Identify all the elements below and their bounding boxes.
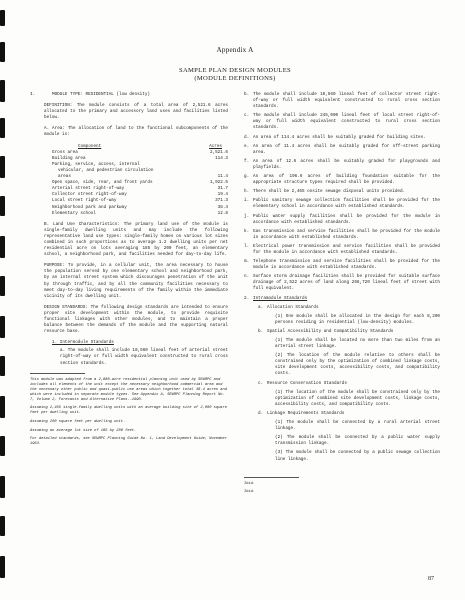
area-paragraph: A. Area: The allocation of land to the functional subcomponents of the module is: (44, 126, 228, 138)
list-item (244, 144, 440, 156)
row-value: 114.3 (215, 155, 228, 161)
row-value: 12.8 (217, 210, 228, 216)
definition-paragraph: DEFINITION: The module consists of a total area of 2,521.6 acres allocated to the primary and accessory land uses and facilities listed below. (44, 103, 228, 121)
section-label: MODULE TYPE: RESIDENTIAL (low density) (52, 92, 150, 97)
row-label: Collector street right-of-way (52, 192, 127, 198)
heading-number: 2. (244, 295, 250, 301)
document-title: SAMPLE PLAN DESIGN MODULES (178, 67, 292, 74)
item-letter: i. (244, 198, 250, 204)
subsection-item (244, 329, 440, 335)
item-text: Public sanitary sewage collection facilities shall be provided for the elementary school in accordance with established standards. (253, 198, 440, 210)
list-item (244, 244, 440, 256)
item-text: Gas transmission and service facilities shall be provided for the module in accordance with established standards. (253, 228, 440, 240)
binder-hole-mark (0, 516, 5, 536)
row-value: 11.4 (217, 174, 228, 180)
item-letter (266, 435, 275, 447)
item-letter: m. (244, 259, 250, 265)
binder-hole-mark (0, 42, 5, 62)
item-text: The module shall include 10,560 lineal feet of collector street right-of-way or full width equivalent constructed to rural cross section standards. (253, 92, 440, 110)
appendix-heading: Appendix A (216, 46, 254, 54)
subsection-item (244, 314, 440, 326)
subsection-item (244, 305, 440, 311)
footnote: For detailed standards, see SEWRPC Planning Guide No. 1, Land Development Guide, November 1963. (30, 437, 227, 447)
document-subtitle: (MODULE DEFINITIONS) (194, 75, 276, 82)
binder-hole-mark (0, 436, 5, 456)
purpose-paragraph: PURPOSE: To provide, in a cellular unit, the area necessary to house the population served by one elementary school and neighborhood park, by an internal street system which discourages penetration of the unit by through traffic, and by all the community facilities necessary to meet day-to-day living requirements of the family within the immediate vicinity of its dwelling unit. (44, 263, 228, 299)
binder-hole-mark (0, 80, 5, 102)
item-text: An area of 11.4 acres shall be suitably graded for off-street parking area. (253, 143, 440, 155)
item-letter (266, 314, 275, 326)
list-item (244, 174, 440, 186)
row-label: Elementary school (52, 210, 96, 216)
binder-hole-mark (0, 476, 5, 498)
subsection-item (244, 435, 440, 447)
footnote-divider (30, 373, 85, 374)
item-text: There shall be 2,465 onsite sewage disposal units provided. (253, 189, 406, 195)
intermodule-heading: 1. Intermodule Standards (52, 340, 114, 346)
item-text: An area of 196.6 acres of building foundation suitable for the appropriate structure types required shall be provided. (253, 174, 440, 186)
row-value: 38.4 (217, 204, 228, 210)
subsection-item (244, 381, 440, 387)
footnote: Assuming an average lot size of 185 by 200 feet. (30, 428, 137, 433)
component-header: Component (78, 143, 102, 149)
binder-hole-mark (0, 156, 5, 178)
item-letter: a. (258, 304, 264, 310)
item-text: Electrical power transmission and service facilities shall be provided for the module in accordance with established standards. (253, 243, 440, 255)
binder-hole-mark (0, 118, 5, 138)
row-label: Building area (52, 155, 86, 161)
item-letter (266, 353, 275, 377)
footnote-divider (244, 477, 299, 478)
right-column (244, 92, 440, 497)
item-text: (3) The module shall be connected by a public sewage collection line linkage. (275, 450, 440, 462)
list-item (244, 135, 440, 141)
item-text: Public water supply facilities shall be provided for the module in accordance with established standards. (253, 213, 440, 225)
item-letter: k. (244, 228, 250, 234)
list-item (244, 274, 440, 292)
footnote: Ibid. (244, 481, 256, 486)
row-label: Parking, service, access, internal (52, 161, 140, 167)
list-item (244, 159, 440, 171)
item-letter: c. (258, 380, 264, 386)
item-text: The module shall include 245,000 lineal feet of local street right-of-way or full width equivalent constructed to rural cross section standards. (253, 113, 440, 131)
item-letter: g. (244, 174, 250, 180)
footnote: Assuming 200 square feet per dwelling unit. (30, 420, 126, 425)
intermodule-item-a: a. The module shall include 10,560 lineal feet of arterial street right-of-way or full width equivalent constructed to rural cross section standards. (60, 348, 228, 366)
binder-hole-mark (0, 556, 5, 578)
item-letter: e. (244, 143, 250, 149)
item-text: (1) The location of the module shall be constrained only by the optimization of combined site development costs, linkage costs, accessibility costs, and compatibility costs. (275, 389, 440, 407)
heading-label: Intramodule Standards (253, 295, 308, 301)
item-text: Resource Conservation Standards (267, 380, 347, 386)
row-label: Local street right-of-way (52, 198, 117, 204)
list-item (244, 92, 440, 110)
row-label: Arterial street right-of-way (52, 186, 125, 192)
list-item (244, 229, 440, 241)
list-item (244, 198, 440, 210)
item-text: (1) The module shall be connected by a rural arterial street linkage. (275, 420, 440, 432)
subsection-item (244, 353, 440, 377)
list-item (244, 214, 440, 226)
footnote: Assuming 2,465 single-family dwelling units with an average building site of 2,000 square feet per dwelling unit. (30, 406, 227, 416)
list-item (244, 113, 440, 131)
binder-hole-mark (0, 10, 5, 26)
item-text: (2) The location of the module relative to others shall be constrained only by the optimization of combined linkage costs, site development costs, accessibility costs, and compatibility costs. (275, 353, 440, 377)
area-table (30, 144, 228, 217)
row-label: Neighborhood park and parkway (52, 204, 127, 210)
binder-hole-mark (0, 356, 5, 376)
item-text: (1) The module shall be located no more than two miles from an arterial street linkage. (275, 338, 440, 350)
section-number: I. (30, 92, 36, 97)
intramodule-heading (244, 296, 440, 302)
acres-header: Acres (209, 143, 222, 149)
row-label: areas (58, 174, 71, 180)
binder-hole-mark (0, 396, 5, 418)
row-label: vehicular, and pedestrian circulation (58, 167, 154, 173)
design-standards-paragraph: DESIGN STANDARDS: The following design standards are intended to ensure proper site development within the module, to provide requisite functional linkages with other modules, and to maintain a proper balance between the demands of the module and the supporting natural resource base. (44, 304, 228, 335)
subsection-item (244, 390, 440, 408)
binder-hole-mark (0, 236, 5, 258)
footnote: This module was adapted from a 2,880-acre residential planning unit used by SEWRPC and includes all elements of the unit except the necessary neighborhood commercial area and the necessary other public and quasi-public use areas which together total 38.4 acres and which were included in separate module types. See Appendix A, SEWRPC Planning Report No. 7, Volume 2, Forecasts and Alternative Plans--1990. (30, 377, 227, 402)
list-item (244, 259, 440, 271)
item-letter: j. (244, 213, 250, 219)
row-value: 371.3 (215, 198, 228, 204)
item-letter: l. (244, 243, 250, 249)
item-text: Spatial Accessibility and Compatibility Standards (267, 328, 394, 334)
section-heading (30, 92, 228, 98)
page-number: 87 (428, 576, 434, 582)
footnote: Ibid. (244, 490, 256, 495)
binder-hole-mark (0, 276, 5, 296)
left-column (30, 92, 228, 450)
subsection-item (244, 420, 440, 432)
item-letter: b. (244, 92, 250, 97)
row-value: 2,521.6 (209, 149, 228, 155)
item-letter: d. (244, 134, 250, 140)
item-letter (266, 390, 275, 408)
binder-hole-mark (0, 316, 5, 338)
subsection-item (244, 338, 440, 350)
item-letter: n. (244, 274, 250, 280)
row-label: Open space, side, rear, and front yards (52, 180, 153, 186)
item-text: Allocation Standards (267, 304, 319, 310)
land-use-paragraph: B. Land Use Characteristics: The primary land use of the module is single-family dwelling units and may include the following representative land use types: single-family homes on various lot sizes combined in such proportions as to average 1.2 dwelling units per net residential acre on lots averaging 185 by 200 feet, an elementary school, a neighborhood park, and facilities needed for day-to-day life. (44, 221, 228, 258)
list-item (244, 189, 440, 195)
item-text: (1) One module shall be allocated in the design for each 8,200 persons residing in residential (low-density) modules. (275, 313, 440, 325)
item-text: (2) The module shall be connected by a public water supply transmission linkage. (275, 435, 440, 447)
item-text: Linkage Requirements Standards (267, 410, 345, 416)
table-row (52, 211, 228, 217)
item-letter: h. (244, 189, 250, 195)
row-label: Gross area (52, 149, 78, 155)
item-text: Telephone transmission and service facilities shall be provided for the module in accordance with established standards. (253, 259, 440, 271)
row-value: 1,922.5 (209, 180, 228, 186)
subsection-item (244, 450, 440, 462)
item-text: An area of 12.6 acres shall be suitably graded for playgrounds and playfields. (253, 158, 440, 170)
binder-margin (0, 0, 8, 600)
document-page (30, 32, 440, 588)
subsection-item (244, 411, 440, 417)
item-letter (266, 450, 275, 462)
row-value: 31.7 (217, 186, 228, 192)
row-value: 19.4 (217, 192, 228, 198)
item-letter: b. (258, 328, 264, 334)
item-text: Surface storm drainage facilities shall be provided for suitable surface drainage of 2,522 acres of land along 266,720 lineal feet of street with full equivalent. (253, 274, 440, 292)
item-letter (266, 338, 275, 350)
item-text: An area of 114.4 acres shall be suitably graded for building sites. (253, 134, 426, 140)
item-letter: c. (244, 113, 250, 119)
item-letter: d. (258, 410, 264, 416)
item-letter (266, 420, 275, 432)
binder-hole-mark (0, 196, 5, 216)
item-letter: f. (244, 158, 250, 164)
